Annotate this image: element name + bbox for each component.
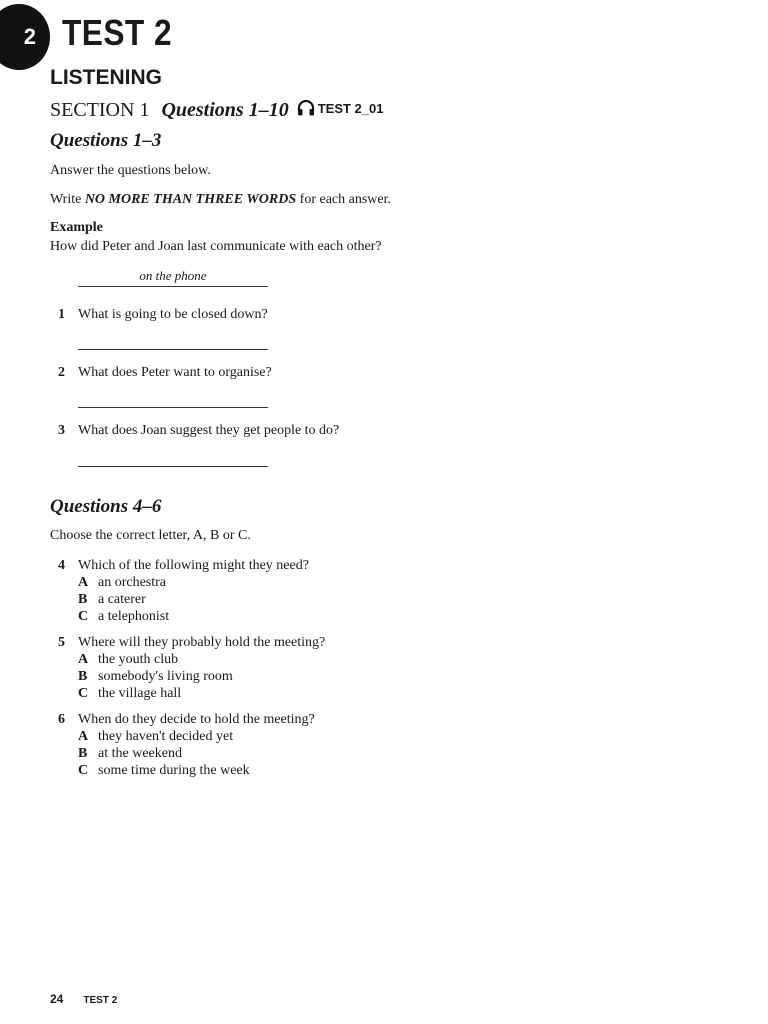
option-text: the youth club: [98, 652, 179, 667]
option-letter: A: [78, 575, 89, 590]
question-text: What does Joan suggest they get people to do?: [78, 423, 340, 438]
option-letter: C: [78, 686, 89, 701]
question-text: Which of the following might they need?: [78, 558, 309, 573]
instruction-word-limit: Write NO MORE THAN THREE WORDS for each answer.: [50, 192, 391, 207]
option-c[interactable]: [78, 609, 309, 625]
question-5: [58, 635, 325, 702]
option-b[interactable]: [78, 592, 309, 608]
option-letter: B: [78, 746, 88, 761]
test-title: TEST 2: [62, 12, 173, 53]
question-number: 2: [58, 365, 65, 380]
question-2: [58, 365, 272, 381]
option-text: a telephonist: [98, 609, 170, 624]
option-letter: B: [78, 592, 88, 607]
question-text: What does Peter want to organise?: [78, 365, 272, 380]
option-text: some time during the week: [98, 763, 250, 778]
question-number: 1: [58, 307, 65, 322]
question-6: [58, 712, 315, 779]
question-stem: [58, 635, 325, 651]
option-a[interactable]: [78, 575, 309, 591]
footer-title: TEST 2: [83, 995, 118, 1006]
answer-blank-2[interactable]: [78, 407, 268, 408]
option-text: an orchestra: [98, 575, 167, 590]
instruction-choose: Choose the correct letter, A, B or C.: [50, 528, 251, 543]
question-1: [58, 307, 268, 323]
page-footer: [50, 992, 117, 1006]
question-range: Questions 1–10: [161, 99, 289, 121]
option-text: they haven't decided yet: [98, 729, 234, 744]
question-stem: [58, 712, 315, 728]
question-number: 3: [58, 423, 65, 438]
headphones-icon: [297, 100, 315, 116]
option-c[interactable]: [78, 686, 325, 702]
questions-4-6-heading: Questions 4–6: [50, 496, 162, 517]
page-number: 24: [50, 992, 64, 1006]
option-a[interactable]: [78, 652, 325, 668]
question-3: [58, 423, 339, 439]
question-number: 4: [58, 558, 65, 573]
option-letter: C: [78, 609, 89, 624]
option-c[interactable]: [78, 763, 315, 779]
question-stem: [58, 558, 309, 574]
section-label: SECTION 1: [50, 99, 150, 121]
questions-1-3-heading: Questions 1–3: [50, 130, 162, 151]
question-number: 5: [58, 635, 65, 650]
audio-track-label: TEST 2_01: [317, 100, 384, 116]
answer-blank-1[interactable]: [78, 349, 268, 350]
option-letter: C: [78, 763, 89, 778]
section-name: LISTENING: [50, 66, 163, 89]
example-question: How did Peter and Joan last communicate with each other?: [50, 239, 382, 254]
option-b[interactable]: [78, 746, 315, 762]
question-text: What is going to be closed down?: [78, 307, 268, 322]
answer-blank-3[interactable]: [78, 466, 268, 467]
option-text: the village hall: [98, 686, 182, 701]
option-text: a caterer: [98, 592, 146, 607]
audio-track-ref: [297, 100, 384, 116]
option-letter: A: [78, 652, 89, 667]
question-number: 6: [58, 712, 65, 727]
question-text: Where will they probably hold the meeting?: [78, 635, 326, 650]
example-answer: on the phone: [78, 268, 268, 287]
instruction-answer: Answer the questions below.: [50, 163, 211, 178]
test-number-badge: [0, 4, 50, 70]
option-letter: A: [78, 729, 89, 744]
section-heading: [50, 99, 383, 122]
example-label: Example: [50, 220, 103, 235]
word-limit-emphasis: NO MORE THAN THREE WORDS: [84, 192, 297, 207]
option-letter: B: [78, 669, 88, 684]
question-4: [58, 558, 309, 625]
question-text: When do they decide to hold the meeting?: [78, 712, 315, 727]
option-a[interactable]: [78, 729, 315, 745]
option-text: somebody's living room: [98, 669, 233, 684]
test-number: 2: [23, 24, 36, 49]
option-text: at the weekend: [98, 746, 182, 761]
option-b[interactable]: [78, 669, 325, 685]
